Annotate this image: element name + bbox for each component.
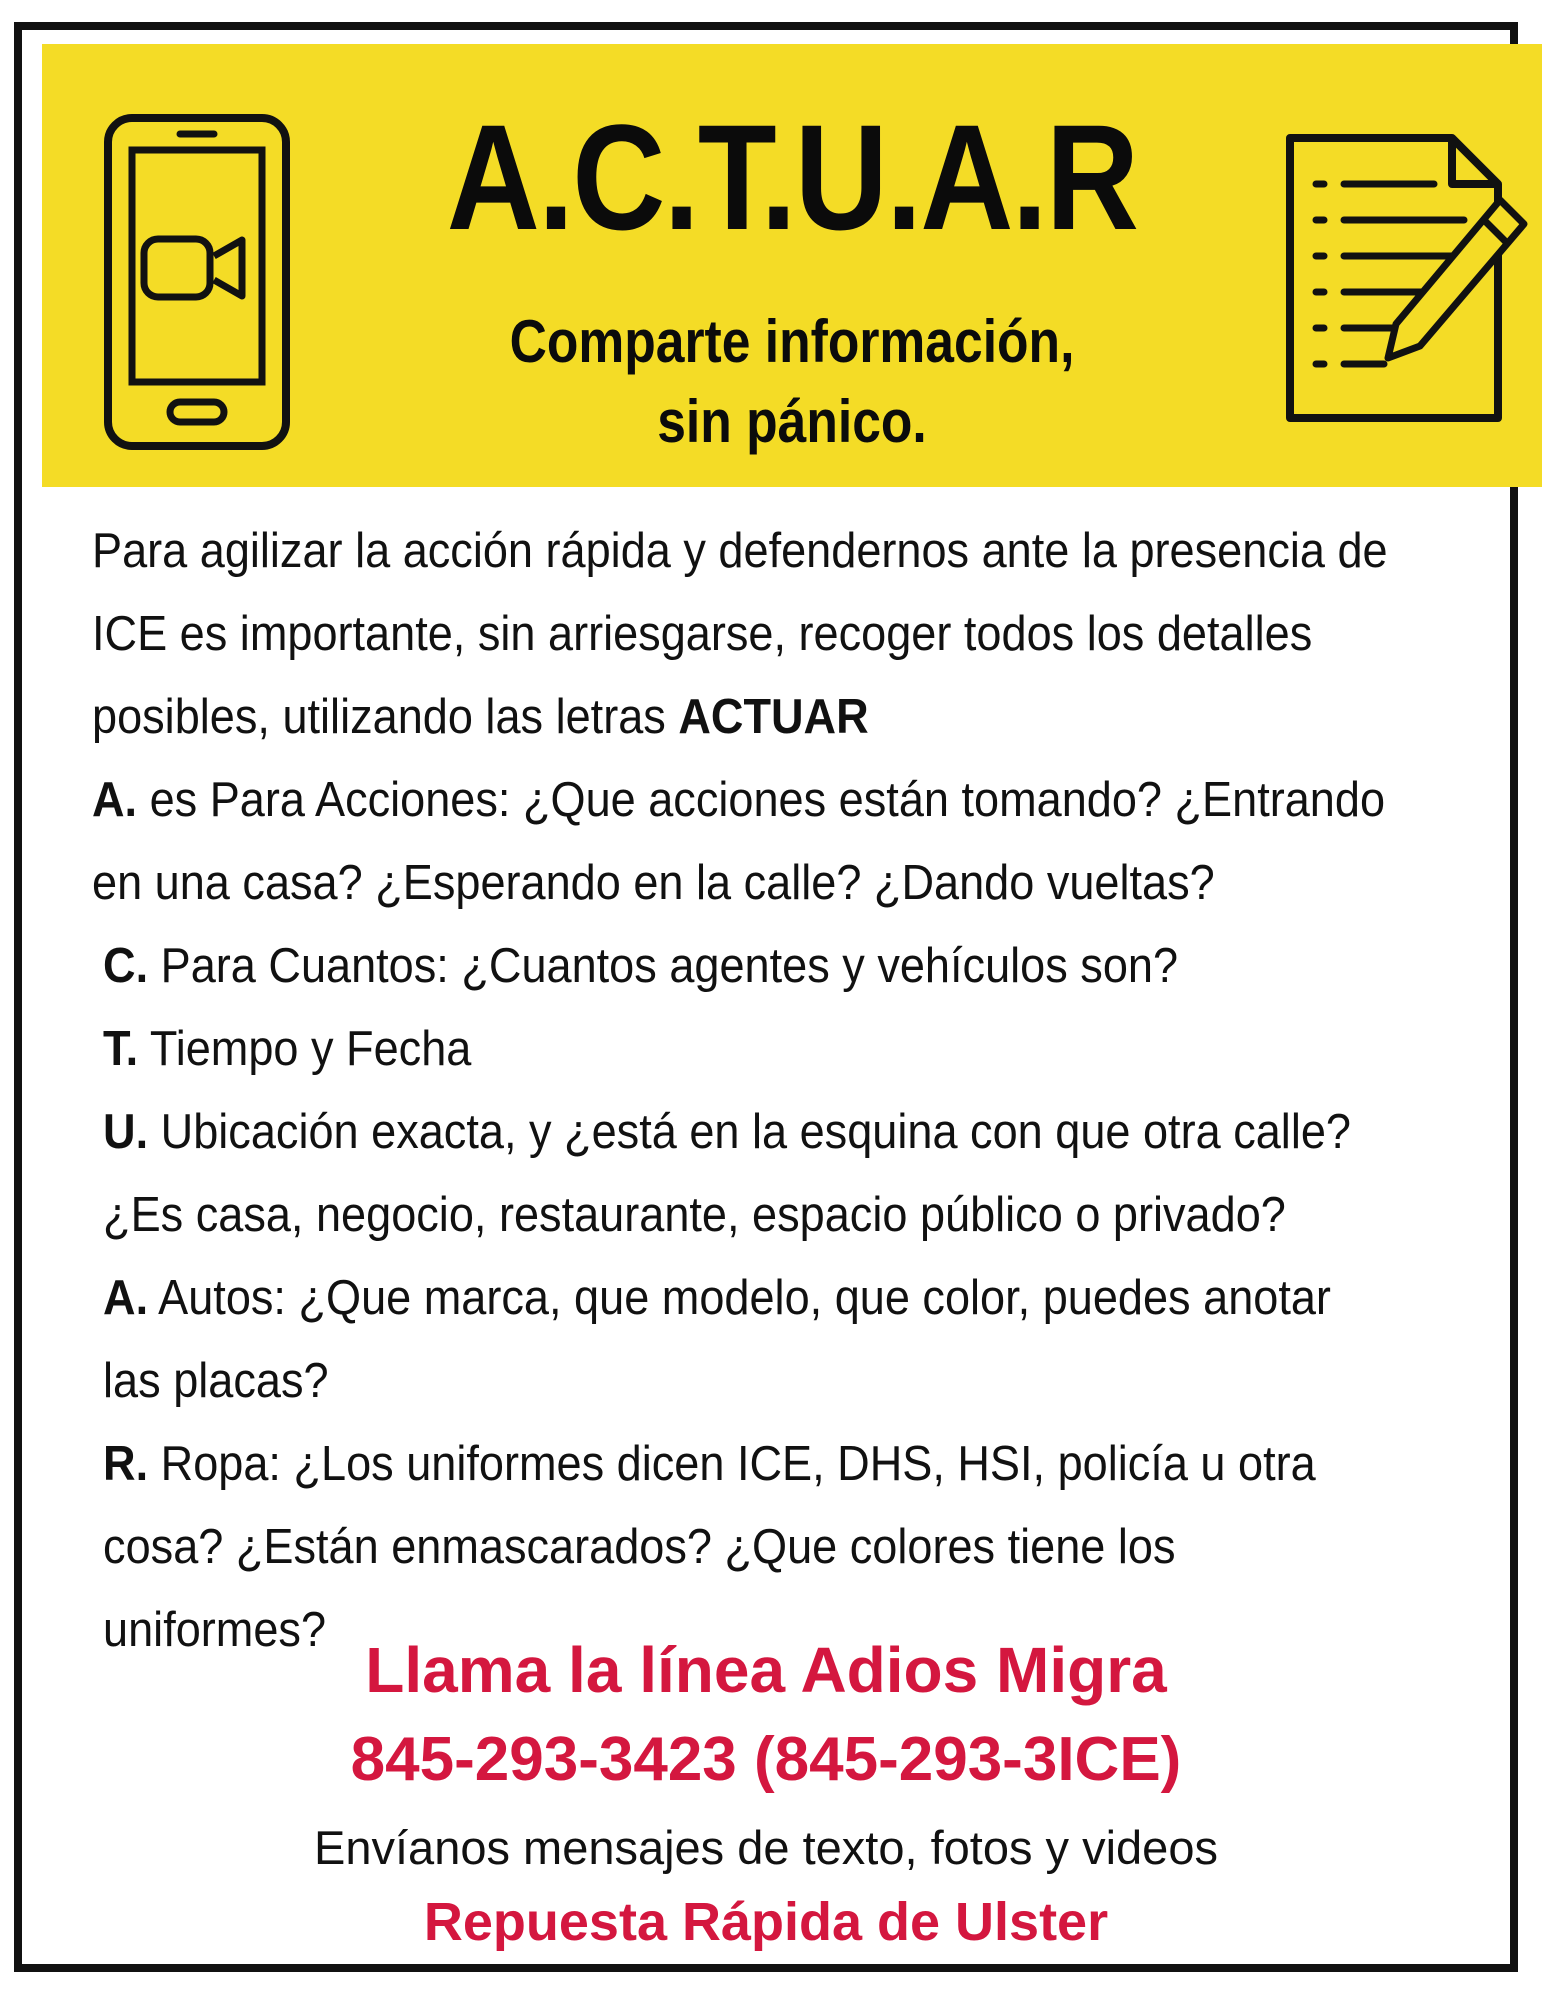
list-item: T. Tiempo y Fecha: [103, 1022, 472, 1076]
list-item: A. es Para Acciones: ¿Que acciones están tomando? ¿Entrando en una casa? ¿Esperando en la calle? ¿Dando vueltas?: [92, 773, 1386, 910]
list-item: U. Ubicación exacta, y ¿está en la esquina con que otra calle? ¿Es casa, negocio, restaurante, espacio público o privado?: [103, 1105, 1351, 1242]
organization-name: Repuesta Rápida de Ulster: [423, 1892, 1109, 1952]
subtitle: [147, 302, 1437, 462]
subtitle-line-1: Comparte información,: [509, 308, 1075, 375]
contact-note: Envíanos mensajes de texto, fotos y videos: [314, 1821, 1218, 1874]
hotline-heading: Llama la línea Adios Migra: [365, 1634, 1167, 1706]
intro-text: Para agilizar la acción rápida y defendernos ante la presencia de ICE es importante, sin arriesgarse, recoger todos los detalles posibles, utilizando las letras: [92, 524, 1388, 744]
subtitle-line-2: sin pánico.: [657, 388, 927, 455]
poster-frame: [14, 22, 1518, 1972]
list-item: A. Autos: ¿Que marca, que modelo, que color, puedes anotar las placas?: [103, 1271, 1331, 1408]
list-item: R. Ropa: ¿Los uniformes dicen ICE, DHS, HSI, policía u otra cosa? ¿Están enmascarados? ¿Que colores tiene los uniformes?: [103, 1437, 1316, 1657]
intro-paragraph: [92, 510, 1398, 759]
header-banner: [42, 44, 1542, 487]
page-title: A.C.T.U.A.R: [446, 93, 1138, 261]
body-text: [92, 510, 1398, 1672]
list-item: C. Para Cuantos: ¿Cuantos agentes y vehículos son?: [103, 939, 1179, 993]
intro-bold: ACTUAR: [678, 690, 869, 744]
hotline-number: 845-293-3423 (845-293-3ICE): [350, 1725, 1182, 1794]
document-pencil-icon: [1284, 132, 1534, 432]
